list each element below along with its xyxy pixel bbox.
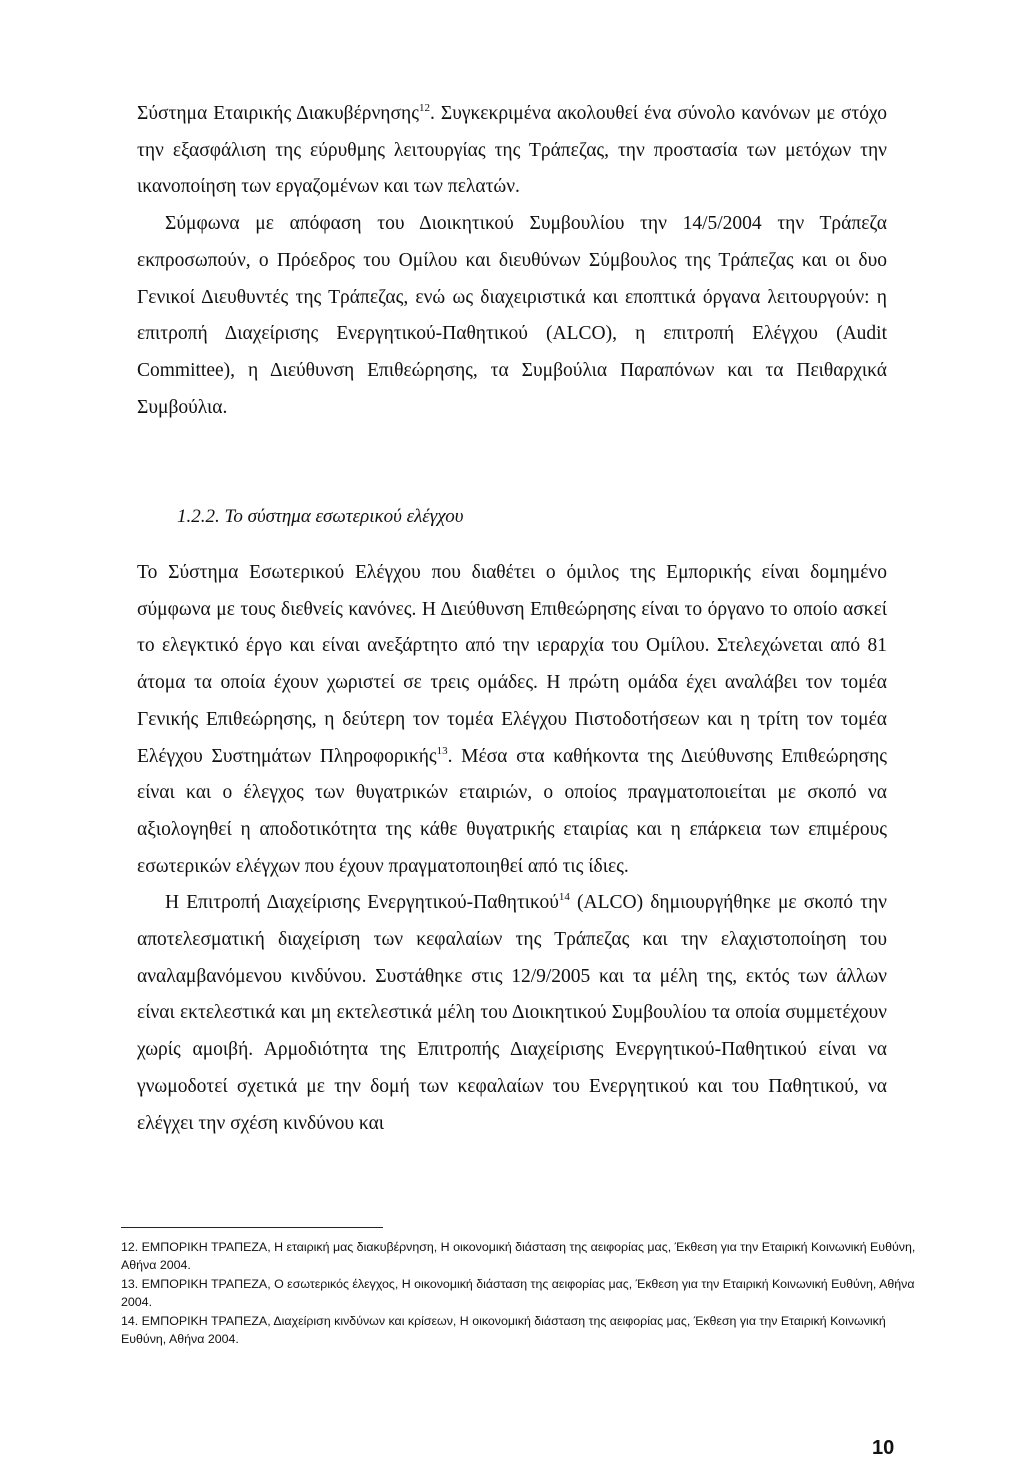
page-number: 10 xyxy=(872,1437,895,1459)
section-heading: 1.2.2. Το σύστημα εσωτερικού ελέγχου xyxy=(177,506,464,527)
alco-paragraph xyxy=(137,885,887,1142)
footnote-ref-14[interactable]: 14 xyxy=(558,891,570,904)
alco-text-b: (ALCO) δημιουργήθηκε με σκοπό την αποτελεσματική διαχείριση των κεφαλαίων της Τράπεζας και την ελαχιστοποίηση του αναλαμβανόμενου κινδύνου. Συστάθηκε στις 12/9/2005 και τα μέλη της, εκτός των άλλων είναι εκτελεστικά και μη εκτελεστικά μέλη του Διοικητικού Συμβουλίου τα οποία συμμετέχουν χωρίς αμοιβή. Αρμοδιότητα της Επιτροπής Διαχείρισης Ενεργητικού-Παθητικού είναι να γνωμοδοτεί σχετικά με την δομή των κεφαλαίων του Ενεργητικού και του Παθητικού, να ελέγχει την σχέση κινδύνου και xyxy=(137,892,887,1134)
footnote-divider xyxy=(121,1227,383,1228)
alco-text-a: Η Επιτροπή Διαχείρισης Ενεργητικού-Παθητικού xyxy=(165,892,559,914)
body-text-top xyxy=(137,96,887,426)
intro-text-a: Σύστημα Εταιρικής Διακυβέρνησης xyxy=(137,103,419,124)
footnote-14: 14. ΕΜΠΟΡΙΚΗ ΤΡΑΠΕΖΑ, Διαχείριση κινδύνων και κρίσεων, Η οικονομική διάσταση της αειφορίας μας, Έκθεση για την Εταιρική Κοινωνική Ευθύνη, Αθήνα 2004. xyxy=(121,1313,886,1347)
footnote-12: 12. ΕΜΠΟΡΙΚΗ ΤΡΑΠΕΖΑ, Η εταιρική μας διακυβέρνηση, Η οικονομική διάσταση της αειφορίας μας, Έκθεση για την Εταιρική Κοινωνική Ευθύνη, Αθήνα 2004. xyxy=(121,1240,916,1273)
internal-control-paragraph xyxy=(137,555,887,885)
footnote-ref-13[interactable]: 13 xyxy=(436,744,448,757)
governance-paragraph: Σύμφωνα με απόφαση του Διοικητικού Συμβουλίου την 14/5/2004 την Τράπεζα εκπροσωπούν, ο Πρόεδρος του Ομίλου και διευθύνων Σύμβουλος της Τράπεζας και οι δυο Γενικοί Διευθυντές της Τράπεζας, ενώ ως διαχειριστικά και εποπτικά όργανα λειτουργούν: η επιτροπή Διαχείρισης Ενεργητικού-Παθητικού (ALCO), η επιτροπή Ελέγχου (Audit Committee), η Διεύθυνση Επιθεώρησης, τα Συμβούλια Παραπόνων και τα Πειθαρχικά Συμβούλια. xyxy=(137,213,887,418)
intro-text-b: . Συγκεκριμένα ακολουθεί ένα σύνολο κανόνων με στόχο την εξασφάλιση της εύρυθμης λειτουργίας της Τράπεζας, την προστασία των μετόχων την ικανοποίηση των εργαζομένων και των πελατών. xyxy=(137,103,887,198)
footnote-13: 13. ΕΜΠΟΡΙΚΗ ΤΡΑΠΕΖΑ, Ο εσωτερικός έλεγχος, Η οικονομική διάσταση της αειφορίας μας, Έκθεση για την Εταιρική Κοινωνική Ευθύνη, Αθήνα 2004. xyxy=(121,1276,915,1310)
internal-control-text-a: Το Σύστημα Εσωτερικού Ελέγχου που διαθέτει ο όμιλος της Εμπορικής είναι δομημένο σύμφωνα με τους διεθνείς κανόνες. Η Διεύθυνση Επιθεώρησης είναι το όργανο το οποίο ασκεί το ελεγκτικό έργο και είναι ανεξάρτητο από την ιεραρχία του Ομίλου. Στελεχώνεται από 81 άτομα τα οποία έχουν χωριστεί σε τρεις ομάδες. Η πρώτη ομάδα έχει αναλάβει τον τομέα Γενικής Επιθεώρησης, η δεύτερη τον τομέα Ελέγχου Πιστοδοτήσεων και η τρίτη τον τομέα Ελέγχου Συστημάτων Πληροφορικής xyxy=(137,562,887,767)
body-text-bottom xyxy=(137,555,887,1142)
intro-paragraph xyxy=(137,96,887,206)
footnotes xyxy=(121,1238,921,1348)
footnote-ref-12[interactable]: 12 xyxy=(418,102,430,114)
internal-control-text-b: . Μέσα στα καθήκοντα της Διεύθυνσης Επιθεώρησης είναι και ο έλεγχος των θυγατρικών εταιριών, ο οποίος πραγματοποιείται με σκοπό να αξιολογηθεί η αποδοτικότητα της κάθε θυγατρικής εταιρίας και η επάρκεια των επιμέρους εσωτερικών ελέγχων που έχουν πραγματοποιηθεί από τις ίδιες. xyxy=(137,745,887,877)
